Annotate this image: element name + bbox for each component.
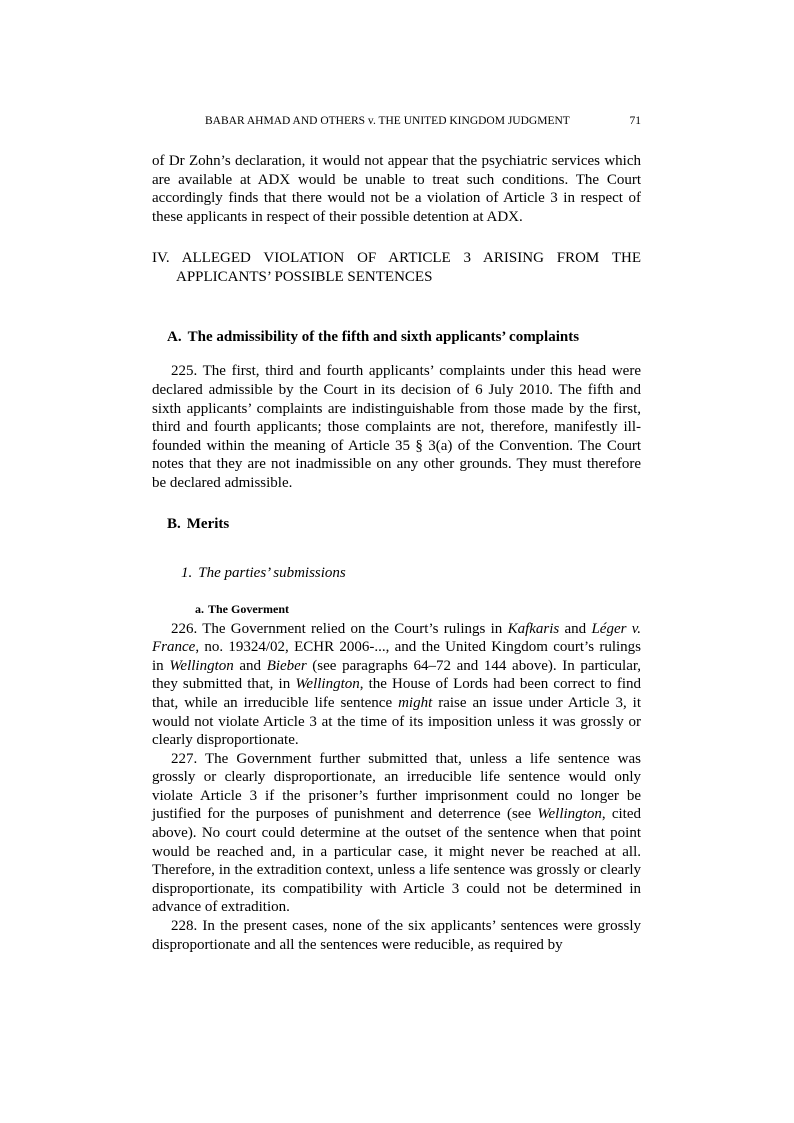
case-name-bieber: Bieber (266, 657, 307, 674)
p227-text: , cited above). No court could determine at the outset of the sentence when that point would be reached and, in a particular case, it might never be reached at all. Therefore, in the extradition context, unless a life sentence was grossly or clearly disproportionate, its compatibility with Article 3 could not be determined in advance of extradition. (152, 806, 641, 916)
heading-b1-number: 1. (181, 564, 193, 581)
running-title: BABAR AHMAD AND OTHERS v. THE UNITED KINGDOM JUDGMENT (205, 115, 570, 127)
heading-b-title: Merits (186, 515, 230, 532)
heading-b1a-letter: a. (195, 601, 204, 616)
p227-text: 227. The Government further submitted that, unless a life sentence was grossly or clearly disproportionate, an irreducible life sentence would only violate Article 3 if the prisoner’s further imprisonment could no longer be justified for the purposes of punishment and deterrence (see (152, 750, 641, 823)
case-name-wellington: Wellington (169, 657, 234, 674)
section-iv-title: ALLEGED VIOLATION OF ARTICLE 3 ARISING FROM THE APPLICANTS’ POSSIBLE SENTENCES (176, 250, 641, 286)
case-name-kafkaris: Kafkaris (507, 620, 560, 637)
heading-b1a (152, 601, 641, 617)
judgment-page (152, 112, 641, 954)
p226-text: (see paragraphs 64–72 and 144 above). In particular, they submitted that, in (152, 657, 641, 693)
case-name-wellington: Wellington (537, 806, 602, 823)
heading-b-letter: B. (167, 515, 181, 532)
paragraph-225: 225. The first, third and fourth applicants’ complaints under this head were declared admissible by the Court in its decision of 6 July 2010. The fifth and sixth applicants’ complaints are indistinguishable from those made by the first, third and fourth applicants; those complaints are not, therefore, manifestly ill-founded within the meaning of Article 35 § 3(a) of the Convention. The Court notes that they are not inadmissible on any other grounds. They must therefore be declared admissible. (152, 363, 641, 491)
heading-b (152, 515, 641, 534)
emphasis-might: might (398, 694, 433, 711)
paragraph-226 (152, 620, 641, 750)
p226-text: 226. The Government relied on the Court’s rulings in (171, 620, 508, 637)
section-iv-numeral: IV. (152, 250, 170, 267)
p226-text: raise an issue under Article 3, it would not violate Article 3 at the time of its imposition unless it was grossly or clearly disproportionate. (152, 694, 641, 749)
paragraph-228: 228. In the present cases, none of the six applicants’ sentences were grossly disproportionate and all the sentences were reducible, as required by (152, 918, 641, 953)
heading-a-title: The admissibility of the fifth and sixth applicants’ complaints (187, 329, 580, 346)
heading-a (152, 328, 641, 347)
running-header (152, 112, 641, 130)
page-number: 71 (629, 115, 641, 127)
case-name-leger: Léger v. France (152, 620, 641, 656)
heading-b1a-title: The Goverment (208, 601, 289, 616)
p226-text: and (233, 657, 267, 674)
heading-a-letter: A. (167, 329, 182, 346)
continuation-paragraph: of Dr Zohn’s declaration, it would not appear that the psychiatric services which are available at ADX would be unable to treat such conditions. The Court accordingly finds that there would not be a violation of Article 3 in respect of these applicants in respect of their possible detention at ADX. (152, 153, 641, 225)
case-name-wellington: Wellington (295, 676, 360, 693)
p226-text: , the House of Lords had been correct to find that, while an irreducible life sentence (152, 676, 642, 711)
paragraph-227 (152, 750, 641, 917)
p226-text: , no. 19324/02, ECHR 2006-..., and the United Kingdom court’s rulings in (152, 639, 641, 674)
p226-text: and (559, 620, 592, 637)
heading-b1-title: The parties’ submissions (198, 564, 346, 581)
section-iv-heading (152, 249, 641, 287)
heading-b1 (152, 564, 641, 583)
